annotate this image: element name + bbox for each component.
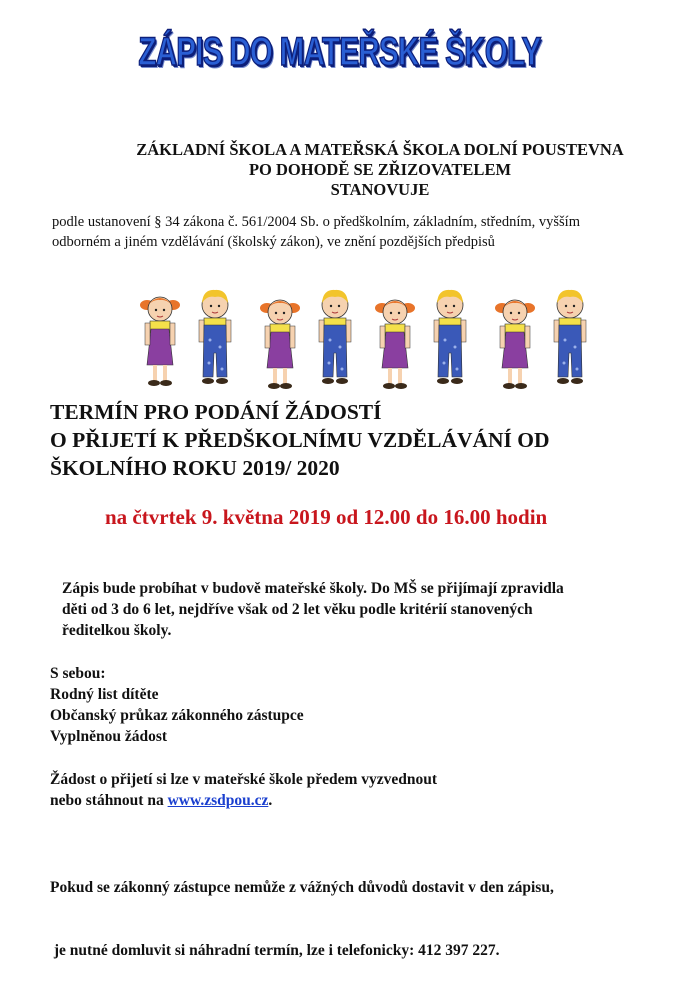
info-line-2: děti od 3 do 6 let, nejdříve však od 2 let věku podle kritérií stanovených [62,601,533,618]
period-text: . [268,792,273,809]
page-title: ZÁPIS DO MATEŘSKÉ ŠKOLY [138,30,541,74]
application-paragraph [50,769,650,811]
info-line-1: Zápis bude probíhat v budově mateřské školy. Do MŠ se přijímají zpravidla [62,580,564,597]
application-line-2 [50,790,650,811]
bring-heading: S sebou: [50,665,106,682]
info-line-3: ředitelkou školy. [62,622,172,639]
children-illustration [130,282,590,392]
download-text: nebo stáhnout na [50,792,168,809]
alt-line-2: je nutné domluvit si náhradní termín, lze i telefonicky: 412 397 227. [50,942,500,959]
application-line-1: Žádost o přijetí si lze v mateřské škole předem vyzvednout [50,771,438,788]
deadline-line-2: O PŘIJETÍ K PŘEDŠKOLNÍMU VZDĚLÁVÁNÍ OD [50,428,550,452]
deadline-line-3: ŠKOLNÍHO ROKU 2019/ 2020 [50,456,340,480]
alt-line-1: Pokud se zákonný zástupce nemůže z vážných důvodů dostavit v den zápisu, [50,879,554,896]
info-paragraph [62,578,662,641]
law-line-1: podle ustanovení § 34 zákona č. 561/2004 Sb. o předškolním, základním, středním, vyšším [52,214,580,230]
enrollment-date: na čtvrtek 9. května 2019 od 12.00 do 16.00 hodin [105,505,548,529]
website-link[interactable]: www.zsdpou.cz [167,792,269,809]
school-name: ZÁKLADNÍ ŠKOLA A MATEŘSKÁ ŠKOLA DOLNÍ POUSTEVNA [136,140,624,159]
bring-item-id-card: Občanský průkaz zákonného zástupce [50,707,304,724]
bring-item-birth-certificate: Rodný list dítěte [50,686,159,703]
determines-line: STANOVUJE [330,180,430,199]
deadline-heading [50,398,670,482]
agreement-line: PO DOHODĚ SE ZŘIZOVATELEM [248,160,512,179]
bring-item-application: Vyplněnou žádost [50,728,168,745]
deadline-line-1: TERMÍN PRO PODÁNÍ ŽÁDOSTÍ [50,400,382,424]
law-line-2: odborném a jiném vzdělávání (školský zákon), ve znění pozdějších předpisů [52,234,495,250]
law-reference [52,212,652,252]
bring-list [50,663,650,747]
school-header [60,140,679,200]
